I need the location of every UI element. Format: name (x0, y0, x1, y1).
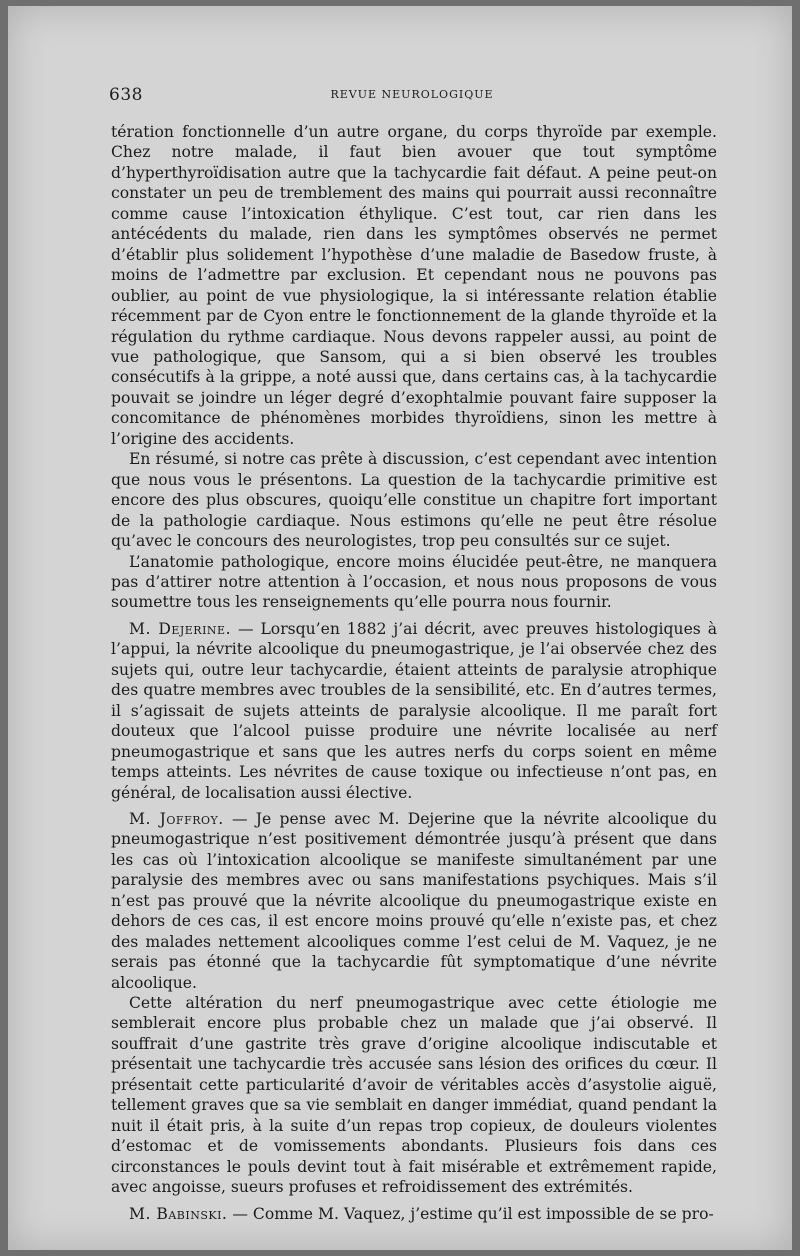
paragraph-dejerine (111, 619, 717, 803)
paragraph-text: Cette altération du nerf pneumogastrique avec cette étiologie me semblerait encore plus probable chez un malade que j’ai observé. Il souffrait d’une gastrite très grave d’origine alcoolique indiscutable et présentait une tachycardie très accusée sans lésion des orifices du cœur. Il présentait cette particularité d’avoir de véritables accès d’asystolie aiguë, tellement graves que sa vie semblait en danger immédiat, quand pendant la nuit il était pris, à la suite d’un repas trop copieux, de douleurs violentes d’estomac et de vomissements abondants. Plusieurs fois dans ces circonstances le pouls devint tout à fait misérable et extrêmement rapide, avec angoisse, sueurs profuses et refroidissement des extrémités. (111, 994, 717, 1197)
paragraph-babinski (111, 1204, 717, 1224)
body-text (111, 122, 717, 1224)
speaker-name: M. Joffroy. (129, 809, 224, 828)
running-title: REVUE NEUROLOGIQUE (330, 88, 494, 101)
paragraph-continuation (111, 122, 717, 449)
speaker-name: M. Babinski. (129, 1204, 228, 1223)
page-header (109, 85, 715, 107)
paragraph-text: En résumé, si notre cas prête à discussion, c’est cependant avec intention que nous vous le présentons. La question de la tachycardie primitive est encore des plus obscures, quoiqu’elle constitue un chapitre fort important de la pathologie cardiaque. Nous estimons qu’elle ne peut être résolue qu’avec le concours des neurologistes, trop peu consultés sur ce sujet. (111, 450, 717, 551)
page-number: 638 (109, 85, 143, 105)
paragraph-summary (111, 449, 717, 551)
paragraph-text: — Lorsqu’en 1882 j’ai décrit, avec preuves histologiques à l’appui, la névrite alcoolique du pneumogastrique, je l’ai observée chez des sujets qui, outre leur tachycardie, étaient atteints de paralysie atrophique des quatre membres avec troubles de la sensibilité, etc. En d’autres termes, il s’agissait de sujets atteints de paralysie alcoolique. Il me paraît fort douteux que l’alcool puisse produire une névrite localisée au nerf pneumogastrique et sans que les autres nerfs du corps soient en même temps atteints. Les névrites de cause toxique ou infectieuse n’ont pas, en général, de localisation aussi élective. (111, 619, 717, 802)
paragraph-text: L’anatomie pathologique, encore moins élucidée peut-être, ne manquera pas d’attirer notre attention à l’occasion, et nous nous proposons de vous soumettre tous les renseignements qu’elle pourra nous fournir. (111, 552, 717, 612)
paragraph-text: tération fonctionnelle d’un autre organe, du corps thyroïde par exemple. Chez notre malade, il faut bien avouer que tout symptôme d’hyperthyroïdisation autre que la tachycardie fait défaut. A peine peut-on constater un peu de tremblement des mains qui pourrait aussi reconnaître comme cause l’intoxication éthylique. C’est tout, car rien dans les antécédents du malade, rien dans les symptômes observés ne permet d’établir plus solidement l’hypothèse d’une maladie de Basedow fruste, à moins de l’admettre par exclusion. Et cependant nous ne pouvons pas oublier, au point de vue physiologique, la si intéressante relation établie récemment par de Cyon entre le fonctionnement de la glande thyroïde et la régulation du rythme cardiaque. Nous devons rappeler aussi, au point de vue pathologique, que Sansom, qui a si bien observé les troubles consécutifs à la grippe, a noté aussi que, dans certains cas, à la tachycardie pouvait se joindre un léger degré d’exophtalmie pouvant faire supposer la concomitance de phénomènes morbides thyroïdiens, sinon les mettre à l’origine des accidents. (111, 123, 717, 448)
paragraph-anatomy (111, 552, 717, 613)
journal-page (8, 6, 792, 1250)
paragraph-joffroy (111, 809, 717, 993)
paragraph-text: — Comme M. Vaquez, j’estime qu’il est impossible de se pro- (227, 1204, 714, 1223)
paragraph-text: — Je pense avec M. Dejerine que la névrite alcoolique du pneumogastrique n’est positivement démontrée jusqu’à présent que dans les cas où l’intoxication alcoolique se manifeste simultanément par une paralysie des membres avec ou sans manifestations psychiques. Mais s’il n’est pas prouvé que la névrite alcoolique du pneumogastrique existe en dehors de ces cas, il est encore moins prouvé qu’elle n’existe pas, et chez des malades nettement alcooliques comme l’est celui de M. Vaquez, je ne serais pas étonné que la tachycardie fût symptomatique d’une névrite alcoolique. (111, 809, 717, 992)
paragraph-joffroy-case (111, 993, 717, 1198)
speaker-name: M. Dejerine. (129, 619, 232, 638)
